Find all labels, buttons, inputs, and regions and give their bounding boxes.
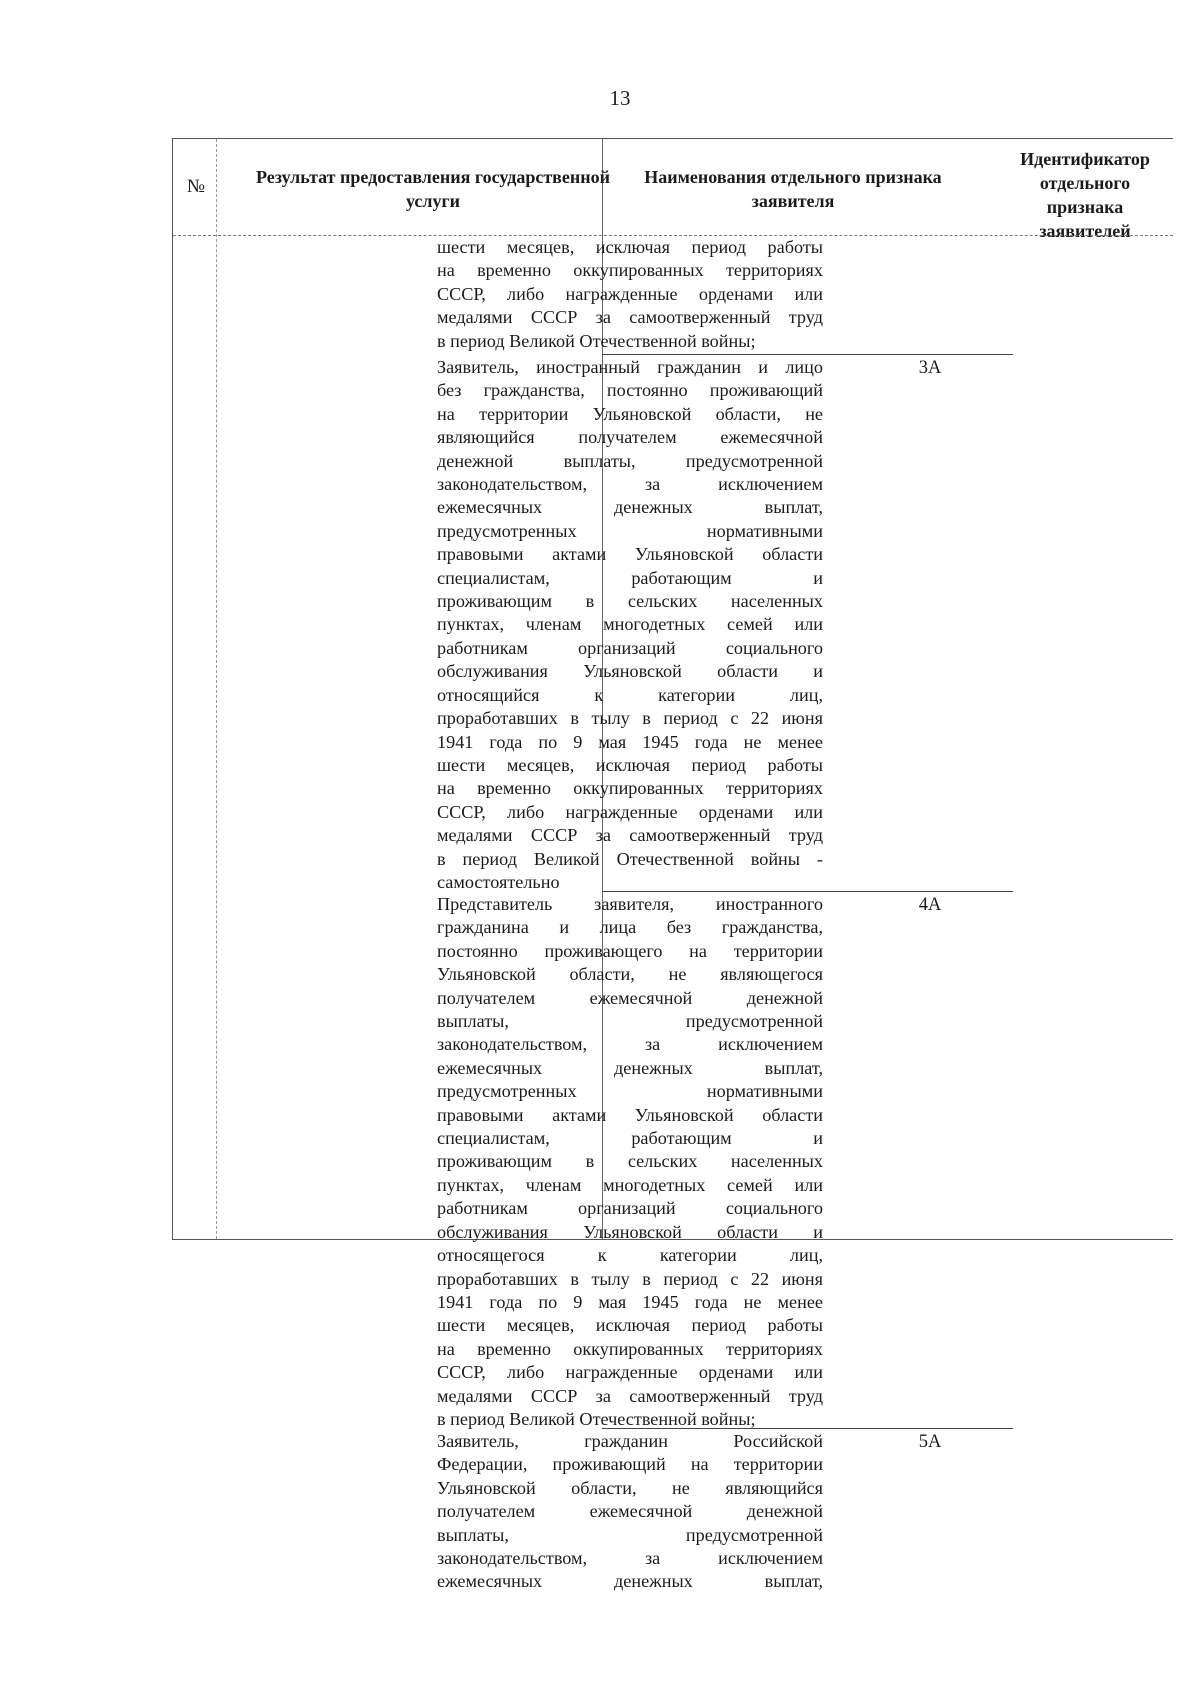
text-line: постоянно проживающего на территории — [437, 940, 823, 961]
text-line: медалями СССР за самоотверженный труд — [437, 1385, 823, 1406]
text-line: медалями СССР за самоотверженный труд — [437, 307, 823, 328]
text-line: выплаты, предусмотренной — [437, 1524, 823, 1545]
text-line: на территории Ульяновской области, не — [437, 403, 823, 424]
text-line: работникам организаций социального — [437, 1198, 823, 1219]
row-divider — [602, 354, 1013, 355]
text-line: в период Великой Отечественной войны; — [437, 1408, 756, 1429]
text-line: самостоятельно — [437, 871, 560, 892]
identifier-cell: 4А — [918, 895, 942, 915]
text-line: шести месяцев, исключая период работы — [437, 754, 823, 775]
text-line: работникам организаций социального — [437, 637, 823, 658]
text-line: СССР, либо награжденные орденами или — [437, 283, 823, 304]
page-number: 13 — [609, 86, 631, 110]
text-line: пунктах, членам многодетных семей или — [437, 1174, 823, 1195]
text-line: ежемесячных денежных выплат, — [437, 497, 823, 518]
criterion-text — [437, 1430, 823, 1594]
text-line: Ульяновской области, не являющегося — [437, 964, 823, 985]
text-line: проживающим в сельских населенных — [437, 591, 823, 612]
text-line: законодательством, за исключением — [437, 1548, 823, 1569]
criterion-text — [437, 893, 823, 1431]
text-line: правовыми актами Ульяновской области — [437, 544, 823, 565]
text-line: обслуживания Ульяновской области и — [437, 661, 823, 682]
text-line: Представитель заявителя, иностранного — [437, 894, 823, 914]
text-line: проработавших в тылу в период с 22 июня — [437, 1268, 823, 1289]
text-line: в период Великой Отечественной войны - — [437, 848, 823, 869]
text-line: предусмотренных нормативными — [437, 1081, 823, 1102]
text-line: на временно оккупированных территориях — [437, 260, 823, 281]
result-column-header: Результат предоставления государственной услуги — [256, 167, 610, 211]
text-line: шести месяцев, исключая период работы — [437, 1315, 823, 1336]
text-line: без гражданства, постоянно проживающий — [437, 380, 823, 401]
text-line: относящегося к категории лиц, — [437, 1245, 823, 1266]
text-line: предусмотренных нормативными — [437, 520, 823, 541]
text-line: СССР, либо награжденные орденами или — [437, 1362, 823, 1383]
text-line: законодательством, за исключением — [437, 474, 823, 495]
text-line: в период Великой Отечественной войны; — [437, 330, 756, 351]
text-line: проживающим в сельских населенных — [437, 1151, 823, 1172]
text-line: выплаты, предусмотренной — [437, 1011, 823, 1032]
identifier-cell: 5А — [918, 1432, 942, 1452]
text-line: Федерации, проживающий на территории — [437, 1454, 823, 1475]
criterion-text — [437, 356, 823, 894]
text-line: 1941 года по 9 мая 1945 года не менее — [437, 1291, 823, 1312]
text-line: специалистам, работающим и — [437, 567, 823, 588]
text-line: являющийся получателем ежемесячной — [437, 427, 823, 448]
text-line: денежной выплаты, предусмотренной — [437, 450, 823, 471]
text-line: получателем ежемесячной денежной — [437, 987, 823, 1008]
text-line: ежемесячных денежных выплат, — [437, 1571, 823, 1592]
text-line: Заявитель, иностранный гражданин и лицо — [437, 357, 823, 377]
text-line: относящийся к категории лиц, — [437, 684, 823, 705]
text-line: медалями СССР за самоотверженный труд — [437, 825, 823, 846]
text-line: ежемесячных денежных выплат, — [437, 1057, 823, 1078]
text-line: СССР, либо награжденные орденами или — [437, 801, 823, 822]
text-line: пунктах, членам многодетных семей или — [437, 614, 823, 635]
text-line: законодательством, за исключением — [437, 1034, 823, 1055]
criterion-text — [437, 236, 823, 353]
text-line: Ульяновской области, не являющийся — [437, 1477, 823, 1498]
number-column-header: № — [186, 176, 206, 197]
text-line: 1941 года по 9 мая 1945 года не менее — [437, 731, 823, 752]
text-line: получателем ежемесячной денежной — [437, 1501, 823, 1522]
text-line: Заявитель, гражданин Российской — [437, 1431, 823, 1451]
text-line: правовыми актами Ульяновской области — [437, 1104, 823, 1125]
text-line: обслуживания Ульяновской области и — [437, 1221, 823, 1242]
text-line: на временно оккупированных территориях — [437, 778, 823, 799]
text-line: шести месяцев, исключая период работы — [437, 237, 823, 257]
text-line: специалистам, работающим и — [437, 1128, 823, 1149]
column-divider — [216, 139, 217, 1239]
text-line: проработавших в тылу в период с 22 июня — [437, 708, 823, 729]
text-line: на временно оккупированных территориях — [437, 1338, 823, 1359]
criterion-name-column-header: Наименования отдельного признака заявителя — [644, 167, 942, 211]
identifier-cell: 3А — [918, 358, 942, 378]
text-line: гражданина и лица без гражданства, — [437, 917, 823, 938]
identifier-column-header: Идентификатор отдельного признака заявителей — [1020, 149, 1150, 241]
